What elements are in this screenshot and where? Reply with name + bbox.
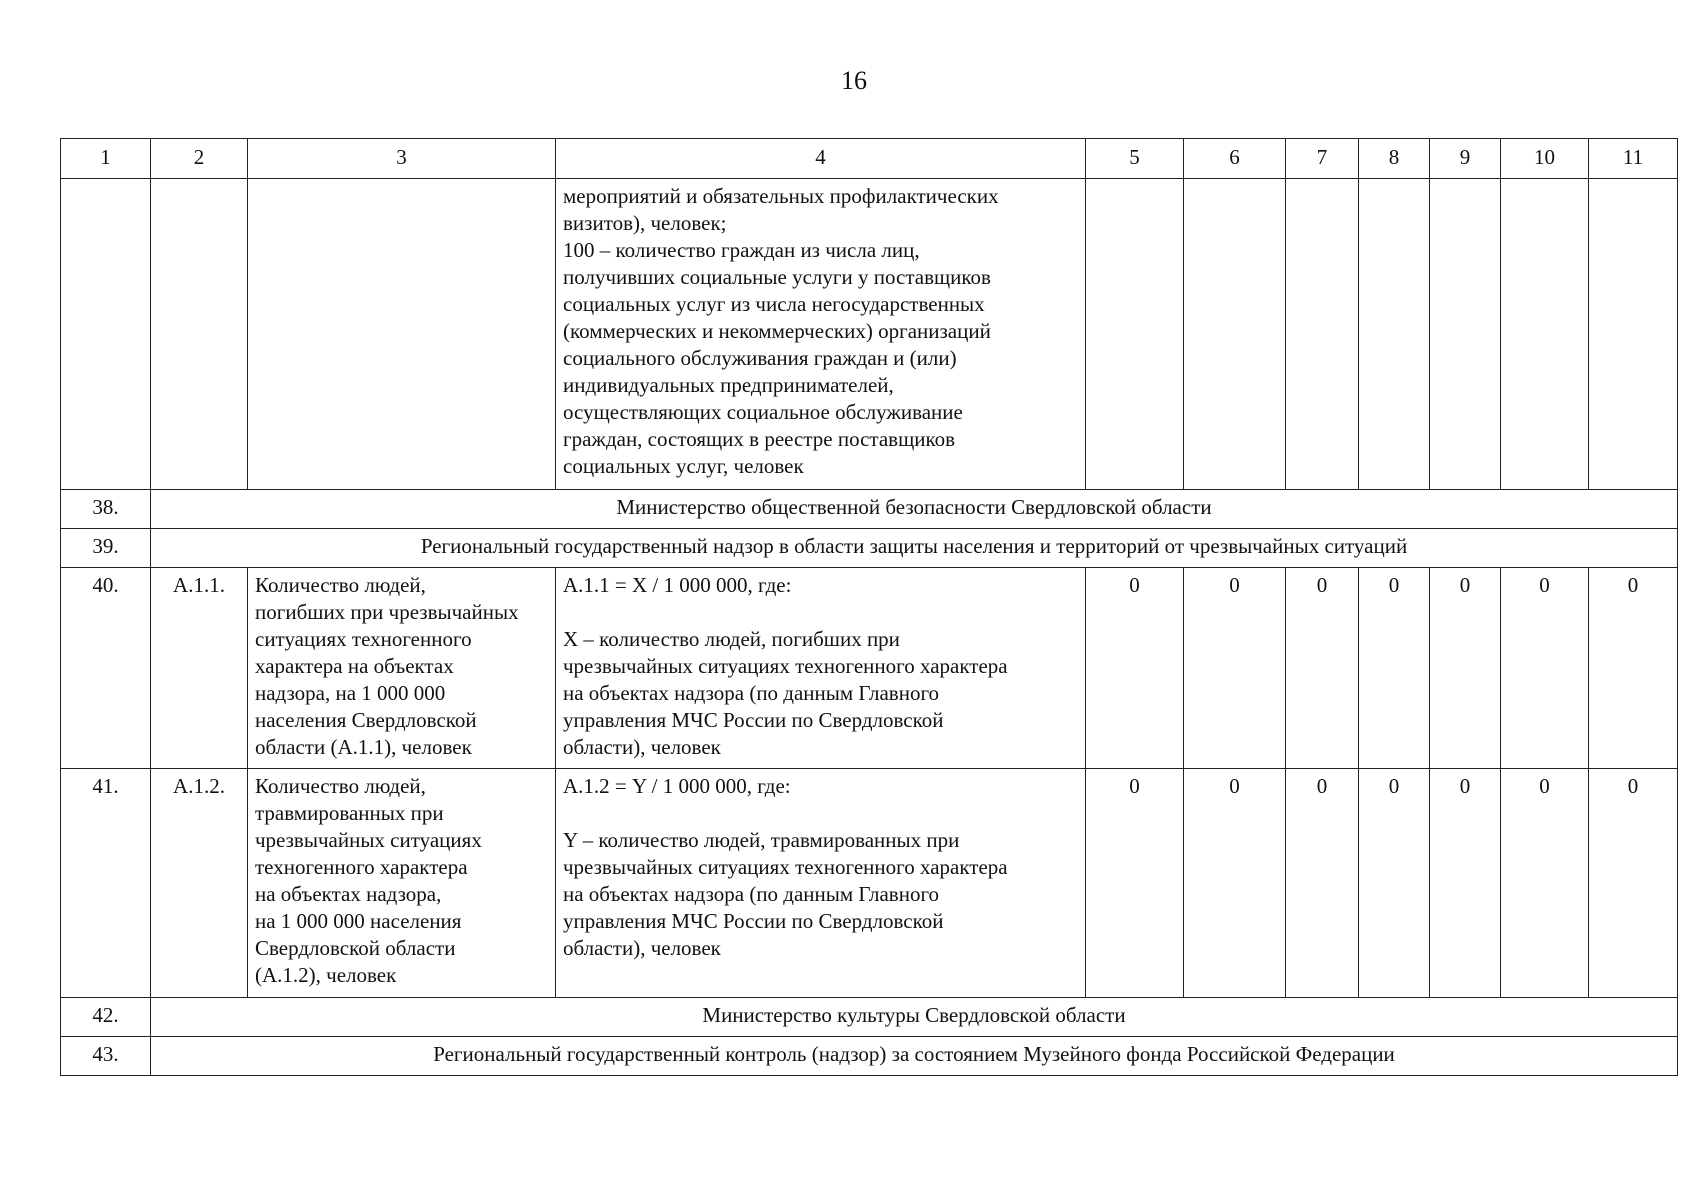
table-row-40 bbox=[61, 568, 1678, 769]
table-cell bbox=[1184, 179, 1286, 490]
row-number: 38. bbox=[61, 490, 151, 529]
table-cell bbox=[248, 179, 556, 490]
value-cell: 0 bbox=[1184, 568, 1286, 769]
header-cell: 1 bbox=[61, 139, 151, 179]
header-cell: 4 bbox=[556, 139, 1086, 179]
header-cell: 7 bbox=[1286, 139, 1359, 179]
value-cell: 0 bbox=[1359, 769, 1430, 998]
table-cell bbox=[61, 179, 151, 490]
value-cell: 0 bbox=[1286, 769, 1359, 998]
indicator-code: А.1.1. bbox=[151, 568, 248, 769]
table-row-38 bbox=[61, 490, 1678, 529]
table-row-43 bbox=[61, 1037, 1678, 1076]
table-row-continuation bbox=[61, 179, 1678, 490]
indicators-table bbox=[60, 138, 1678, 1076]
header-cell: 5 bbox=[1086, 139, 1184, 179]
indicator-formula: А.1.1 = X / 1 000 000, где: X – количество людей, погибших при чрезвычайных ситуациях техногенного характера на объектах надзора (по данным Главного управления МЧС России по Свердловской области), человек bbox=[556, 568, 1086, 769]
value-cell: 0 bbox=[1589, 568, 1678, 769]
value-cell: 0 bbox=[1589, 769, 1678, 998]
table-row-41 bbox=[61, 769, 1678, 998]
value-cell: 0 bbox=[1086, 568, 1184, 769]
section-title: Министерство общественной безопасности Свердловской области bbox=[151, 490, 1678, 529]
value-cell: 0 bbox=[1286, 568, 1359, 769]
indicator-name: Количество людей, погибших при чрезвычайных ситуациях техногенного характера на объектах надзора, на 1 000 000 населения Свердловской области (А.1.1), человек bbox=[248, 568, 556, 769]
section-title: Региональный государственный контроль (надзор) за состоянием Музейного фонда Российской Федерации bbox=[151, 1037, 1678, 1076]
indicator-formula: А.1.2 = Y / 1 000 000, где: Y – количество людей, травмированных при чрезвычайных ситуациях техногенного характера на объектах надзора (по данным Главного управления МЧС России по Свердловской области), человек bbox=[556, 769, 1086, 998]
header-cell: 3 bbox=[248, 139, 556, 179]
table-cell bbox=[151, 179, 248, 490]
section-title: Региональный государственный надзор в области защиты населения и территорий от чрезвычайных ситуаций bbox=[151, 529, 1678, 568]
continuation-formula: мероприятий и обязательных профилактических визитов), человек; 100 – количество граждан из числа лиц, получивших социальные услуги у поставщиков социальных услуг из числа негосударственных (коммерческих и некоммерческих) организаций социального обслуживания граждан и (или) индивидуальных предпринимателей, осуществляющих социальное обслуживание граждан, состоящих в реестре поставщиков социальных услуг, человек bbox=[556, 179, 1086, 490]
row-number: 43. bbox=[61, 1037, 151, 1076]
row-number: 41. bbox=[61, 769, 151, 998]
row-number: 40. bbox=[61, 568, 151, 769]
header-cell: 9 bbox=[1430, 139, 1501, 179]
header-cell: 10 bbox=[1501, 139, 1589, 179]
table-row-39 bbox=[61, 529, 1678, 568]
header-cell: 11 bbox=[1589, 139, 1678, 179]
indicator-code: А.1.2. bbox=[151, 769, 248, 998]
table-row-42 bbox=[61, 998, 1678, 1037]
table-cell bbox=[1359, 179, 1430, 490]
value-cell: 0 bbox=[1086, 769, 1184, 998]
value-cell: 0 bbox=[1430, 769, 1501, 998]
value-cell: 0 bbox=[1430, 568, 1501, 769]
table-cell bbox=[1589, 179, 1678, 490]
header-cell: 6 bbox=[1184, 139, 1286, 179]
value-cell: 0 bbox=[1184, 769, 1286, 998]
row-number: 42. bbox=[61, 998, 151, 1037]
page-number: 16 bbox=[841, 66, 867, 95]
header-cell: 8 bbox=[1359, 139, 1430, 179]
table-cell bbox=[1086, 179, 1184, 490]
header-row bbox=[61, 139, 1678, 179]
indicator-name: Количество людей, травмированных при чрезвычайных ситуациях техногенного характера на объектах надзора, на 1 000 000 населения Свердловской области (А.1.2), человек bbox=[248, 769, 556, 998]
section-title: Министерство культуры Свердловской области bbox=[151, 998, 1678, 1037]
table-cell bbox=[1286, 179, 1359, 490]
value-cell: 0 bbox=[1501, 769, 1589, 998]
value-cell: 0 bbox=[1501, 568, 1589, 769]
table-cell bbox=[1430, 179, 1501, 490]
table-cell bbox=[1501, 179, 1589, 490]
row-number: 39. bbox=[61, 529, 151, 568]
header-cell: 2 bbox=[151, 139, 248, 179]
value-cell: 0 bbox=[1359, 568, 1430, 769]
